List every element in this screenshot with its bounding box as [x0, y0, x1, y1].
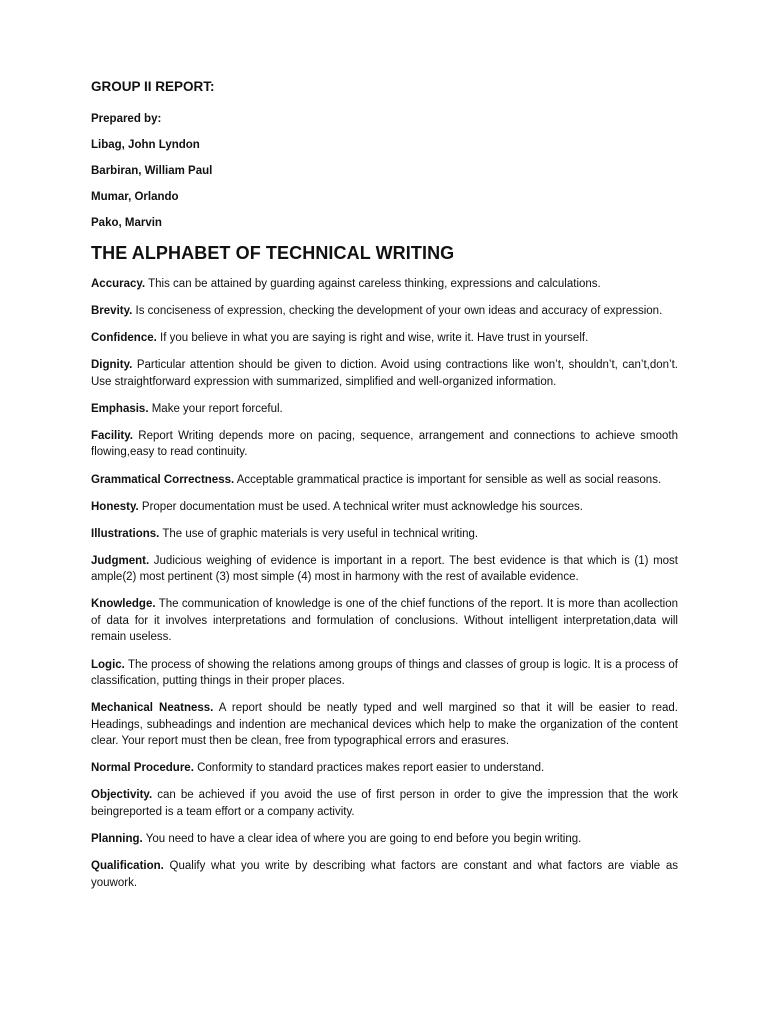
- entry-text: can be achieved if you avoid the use of first person in order to give the impression that the work beingreported is a team effort or a company activity.: [91, 789, 678, 818]
- author-name: Libag, John Lyndon: [91, 139, 200, 151]
- entry-judgment: [91, 553, 678, 586]
- entry-term: Judgment.: [91, 554, 150, 567]
- author-list: [91, 138, 678, 231]
- entry-text: Report Writing depends more on pacing, sequence, arrangement and connections to achieve smooth flowing,easy to read continuity.: [91, 429, 678, 459]
- entry-brevity: [91, 303, 678, 320]
- entry-grammatical-correctness: [91, 472, 678, 489]
- entry-objectivity: [91, 787, 678, 820]
- entry-term: Grammatical Correctness.: [91, 473, 235, 486]
- entry-facility: [91, 428, 678, 461]
- entry-term: Dignity.: [91, 359, 133, 372]
- author-name: Mumar, Orlando: [91, 191, 179, 203]
- entry-mechanical-neatness: [91, 700, 678, 750]
- entry-qualification: [91, 858, 678, 891]
- entry-text: Judicious weighing of evidence is important in a report. The best evidence is that which is (1) most ample(2) most pertinent (3) most simple (4) most in harmony with the rest of available evidence.: [91, 554, 678, 584]
- entry-list: [91, 276, 678, 891]
- entry-text: This can be attained by guarding against careless thinking, expressions and calculations.: [145, 278, 601, 290]
- entry-text: Qualify what you write by describing what factors are constant and what factors are viable as youwork.: [91, 860, 678, 889]
- entry-term: Honesty.: [91, 500, 139, 513]
- entry-text: The use of graphic materials is very useful in technical writing.: [159, 527, 479, 540]
- group-report-title: GROUP II REPORT:: [91, 79, 215, 94]
- entry-term: Knowledge.: [91, 598, 156, 611]
- author-name: Pako, Marvin: [91, 217, 162, 229]
- entry-planning: [91, 831, 678, 848]
- entry-text: Is conciseness of expression, checking the development of your own ideas and accuracy of expression.: [132, 305, 663, 318]
- entry-text: The process of showing the relations among groups of things and classes of group is logic. It is a process of classification, putting things in their proper places.: [91, 658, 678, 688]
- entry-term: Brevity.: [91, 305, 133, 318]
- author-name: Barbiran, William Paul: [91, 165, 213, 177]
- entry-logic: [91, 657, 678, 690]
- entry-honesty: [91, 499, 678, 516]
- entry-confidence: [91, 330, 678, 347]
- entry-text: A report should be neatly typed and well margined so that it will be easier to read. Headings, subheadings and indention are mechanical devices which help to make the organization of the content clear. Your report must then be clean, free from typographical errors and erasures.: [91, 702, 678, 748]
- entry-term: Mechanical Neatness.: [91, 702, 214, 715]
- entry-illustrations: [91, 526, 678, 543]
- entry-term: Illustrations.: [91, 527, 160, 540]
- entry-text: If you believe in what you are saying is right and wise, write it. Have trust in yourself.: [156, 332, 589, 345]
- entry-term: Logic.: [91, 658, 125, 671]
- entry-emphasis: [91, 401, 678, 418]
- entry-knowledge: [91, 596, 678, 646]
- entry-term: Qualification.: [91, 860, 164, 872]
- document-title: THE ALPHABET OF TECHNICAL WRITING: [91, 243, 455, 263]
- entry-term: Confidence.: [91, 332, 157, 345]
- entry-text: Proper documentation must be used. A technical writer must acknowledge his sources.: [138, 500, 583, 513]
- entry-term: Accuracy.: [91, 278, 146, 290]
- entry-text: Acceptable grammatical practice is important for sensible as well as social reasons.: [234, 473, 662, 486]
- entry-term: Objectivity.: [91, 789, 153, 802]
- entry-text: Make your report forceful.: [148, 402, 283, 415]
- entry-text: You need to have a clear idea of where you are going to end before you begin writing.: [142, 832, 582, 845]
- entry-text: The communication of knowledge is one of the chief functions of the report. It is more than acollection of data for it involves interpretations and formulation of conclusions. Without intelligent interpretation,data will remain useless.: [91, 598, 678, 644]
- entry-accuracy: [91, 276, 678, 293]
- entry-term: Facility.: [91, 429, 133, 442]
- entry-text: Particular attention should be given to diction. Avoid using contractions like won’t, shouldn’t, can’t,don’t. Use straightforward expression with summarized, simplified and well-organized information.: [91, 359, 678, 388]
- entry-dignity: [91, 357, 678, 390]
- entry-term: Normal Procedure.: [91, 762, 194, 775]
- document-page: [91, 78, 678, 902]
- entry-normal-procedure: [91, 760, 678, 777]
- entry-term: Emphasis.: [91, 402, 149, 415]
- entry-text: Conformity to standard practices makes report easier to understand.: [193, 762, 545, 775]
- prepared-by-label: Prepared by:: [91, 113, 162, 125]
- entry-term: Planning.: [91, 832, 143, 845]
